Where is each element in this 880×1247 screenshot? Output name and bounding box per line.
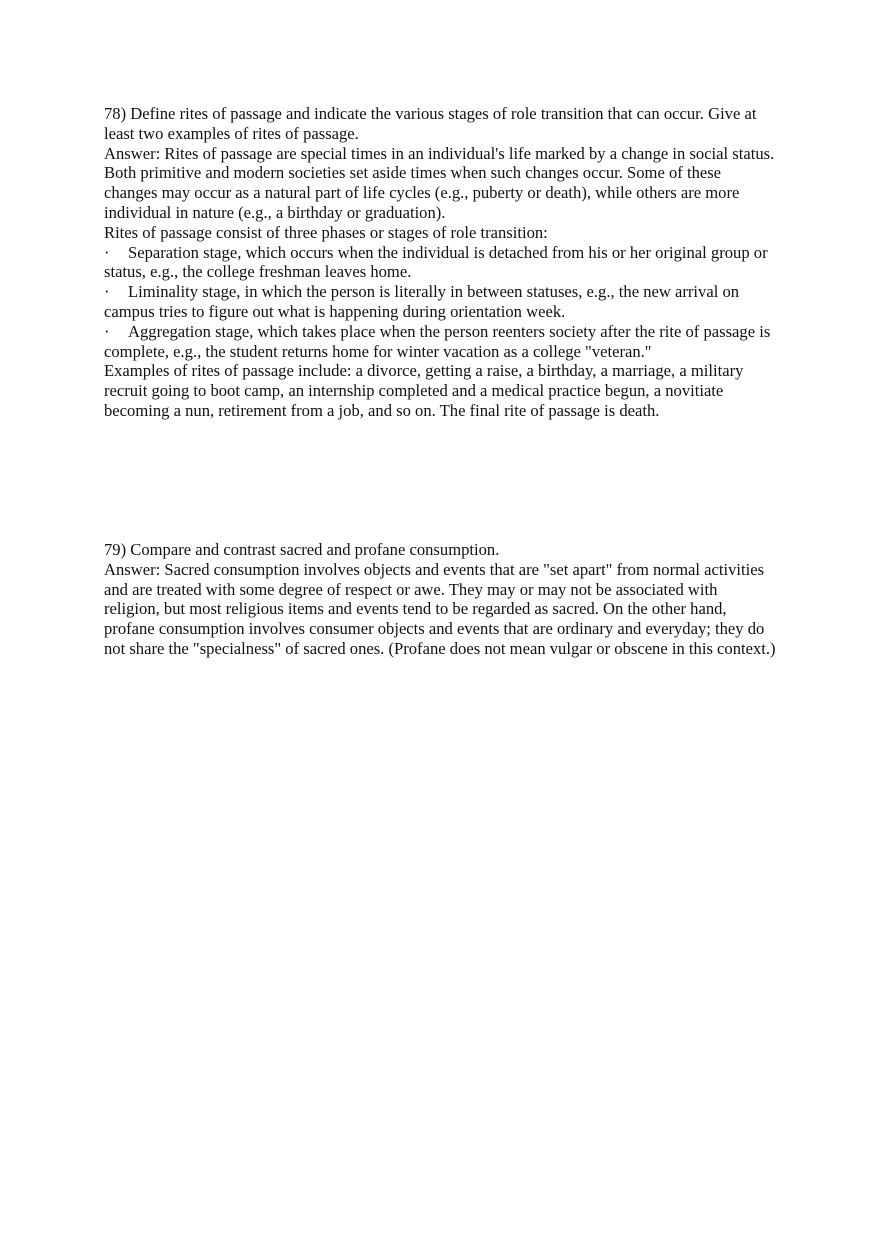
question-78-examples: Examples of rites of passage include: a divorce, getting a raise, a birthday, a marriage, a military recruit going to boot camp, an internship completed and a medical practice begun, a novitiate becoming a nun, retirement from a job, and so on. The final rite of passage is death. xyxy=(104,361,744,420)
stage-text: Separation stage, which occurs when the individual is detached from his or her original group or status, e.g., the college freshman leaves home. xyxy=(104,242,768,282)
stage-item-liminality xyxy=(104,282,776,322)
question-79-prompt: 79) Compare and contrast sacred and profane consumption. xyxy=(104,540,500,559)
stage-item-aggregation xyxy=(104,322,776,362)
stage-text: Aggregation stage, which takes place when the person reenters society after the rite of passage is complete, e.g., the student returns home for winter vacation as a college "veteran." xyxy=(104,321,771,361)
question-78-stages-intro: Rites of passage consist of three phases or stages of role transition: xyxy=(104,222,548,242)
question-79 xyxy=(104,540,776,659)
stage-text: Liminality stage, in which the person is literally in between statuses, e.g., the new arrival on campus tries to figure out what is happening during orientation week. xyxy=(104,282,740,321)
stage-item-separation xyxy=(104,243,776,283)
question-78-prompt: 78) Define rites of passage and indicate the various stages of role transition that can occur. Give at least two examples of rites of passage. xyxy=(104,104,757,143)
question-78-answer: Answer: Rites of passage are special times in an individual's life marked by a change in social status. Both primitive and modern societies set aside times when such changes occur. Some of these changes may occur as a natural part of life cycles (e.g., puberty or death), while others are more individual in nature (e.g., a birthday or graduation). xyxy=(104,143,775,222)
bullet-icon: · xyxy=(104,282,110,302)
question-79-answer: Answer: Sacred consumption involves objects and events that are "set apart" from normal activities and are treated with some degree of respect or awe. They may or may not be associated with religion, but most religious items and events tend to be regarded as sacred. On the other hand, profane consumption involves consumer objects and events that are ordinary and everyday; they do not share the "specialness" of sacred ones. (Profane does not mean vulgar or obscene in this context.) xyxy=(104,559,776,658)
bullet-icon: · xyxy=(104,242,110,262)
bullet-icon: · xyxy=(104,321,110,341)
question-78 xyxy=(104,104,776,421)
